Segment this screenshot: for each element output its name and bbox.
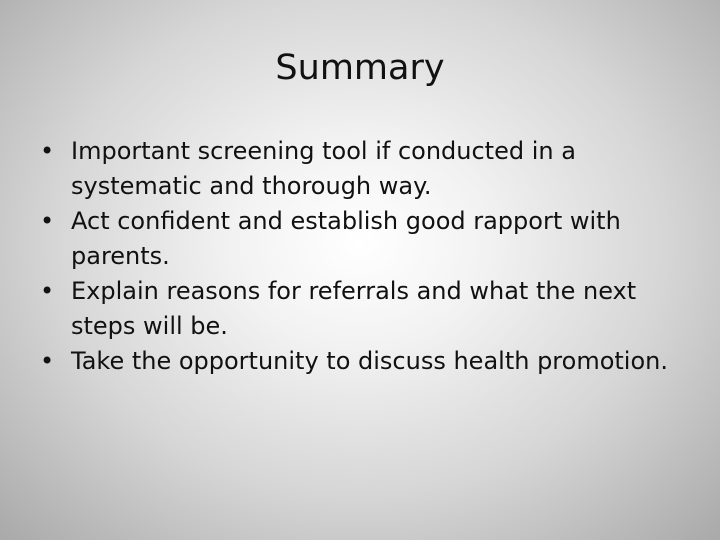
bullet-item [40,274,690,344]
slide-title: Summary [275,48,445,88]
bullet-item [40,134,690,204]
bullet-dot-icon: • [40,137,55,165]
bullet-dot-icon: • [40,347,55,375]
bullet-list [40,134,690,379]
bullet-item [40,204,690,274]
bullet-text: Important screening tool if conducted in a systematic and thorough way. [71,137,576,200]
bullet-dot-icon: • [40,207,55,235]
bullet-dot-icon: • [40,277,55,305]
bullet-text: Explain reasons for referrals and what the next steps will be. [71,277,637,340]
bullet-text: Take the opportunity to discuss health promotion. [71,347,668,375]
bullet-text: Act confident and establish good rapport with parents. [71,207,621,270]
bullet-item [40,344,690,379]
